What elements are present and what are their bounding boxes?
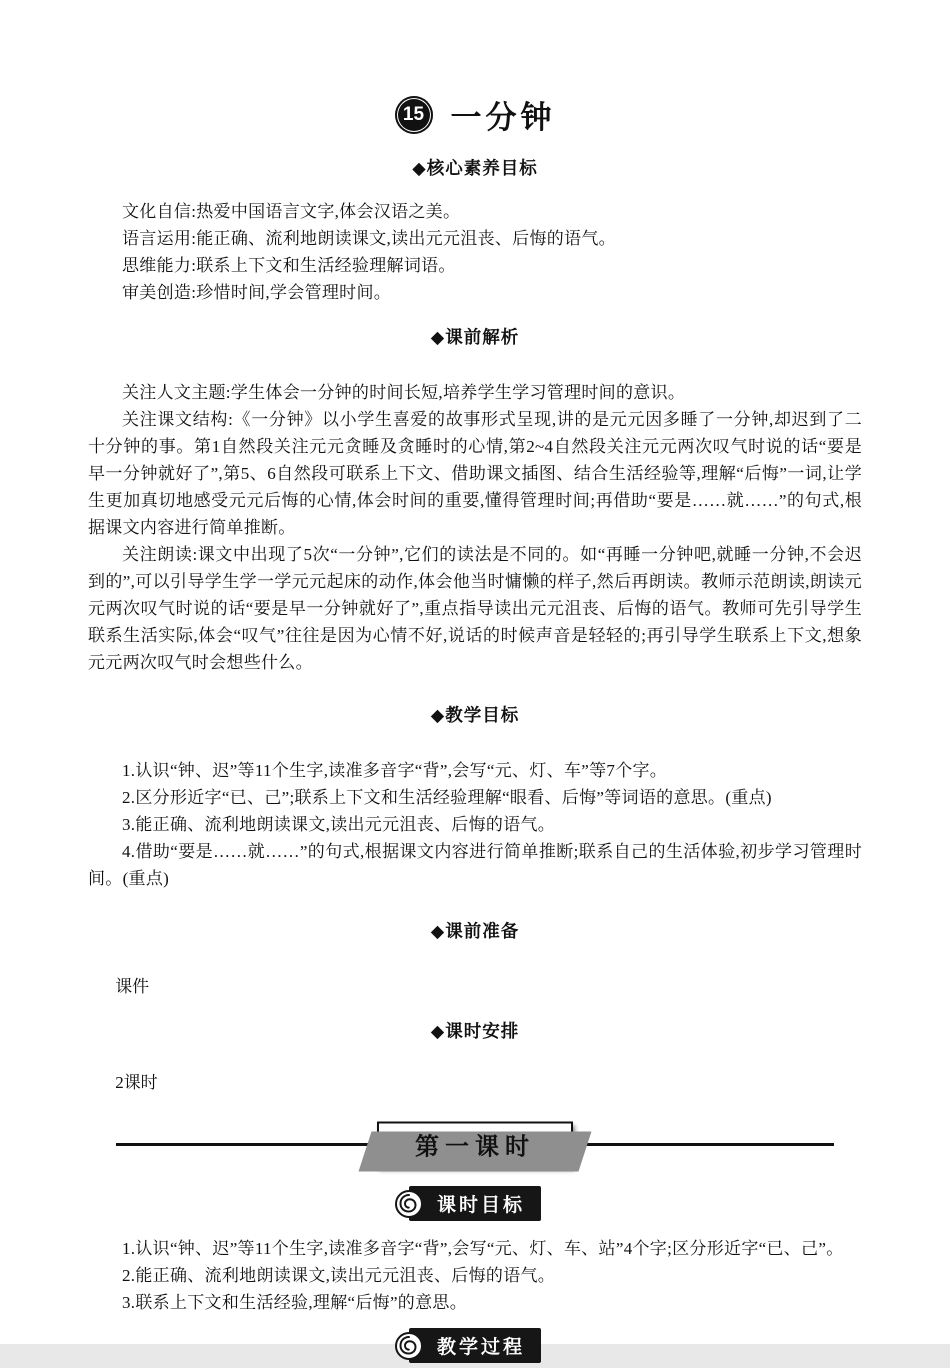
lesson-number-badge: 15 — [395, 96, 433, 134]
period-goals-badge-row — [88, 1186, 862, 1221]
preparation-content: 课件 — [115, 977, 150, 996]
paragraph: 关注人文主题:学生体会一分钟的时间长短,培养学生学习管理时间的意识。 — [122, 383, 686, 402]
list-item: 2.能正确、流利地朗读课文,读出元元沮丧、后悔的语气。 — [122, 1266, 556, 1285]
paragraph: 关注朗读:课文中出现了5次“一分钟”,它们的读法是不同的。如“再睡一分钟吧,就睡一分钟,不会迟到的”,可以引导学生学一学元元起床的动作,体会他当时慵懒的样子,然后再朗读。教师示范朗读,朗读元元两次叹气时说的话“要是早一分钟就好了”,重点指导读出元元沮丧、后悔的语气。教师可先引导学生联系生活实际,体会“叹气”往往是因为心情不好,说话的时候声音是轻轻的;再引导学生联系上下文,想象元元两次叹气时会想些什么。 — [88, 545, 862, 672]
core-goals-list — [88, 198, 862, 306]
period-goals-badge — [409, 1186, 541, 1221]
teaching-process-badge-row — [88, 1328, 862, 1363]
lesson-title: 一分钟 — [450, 100, 556, 135]
section-heading-core-goals: ◆核心素养目标 — [412, 158, 538, 178]
section-heading-teaching-goals: ◆教学目标 — [430, 705, 520, 725]
list-item: 3.能正确、流利地朗读课文,读出元元沮丧、后悔的语气。 — [122, 815, 556, 834]
schedule-content: 2课时 — [115, 1073, 158, 1092]
list-item: 3.联系上下文和生活经验,理解“后悔”的意思。 — [122, 1293, 467, 1312]
list-item: 思维能力:联系上下文和生活经验理解词语。 — [122, 256, 456, 275]
list-item: 文化自信:热爱中国语言文字,体会汉语之美。 — [122, 202, 461, 221]
list-item: 1.认识“钟、迟”等11个生字,读准多音字“背”,会写“元、灯、车”等7个字。 — [122, 761, 668, 780]
first-period-title: 第一课时 — [415, 1133, 535, 1161]
period-goals-list — [88, 1235, 862, 1316]
list-item: 语言运用:能正确、流利地朗读课文,读出元元沮丧、后悔的语气。 — [122, 229, 616, 248]
spiral-icon — [393, 1330, 425, 1362]
teaching-goals-list — [88, 757, 862, 892]
teaching-process-badge-label: 教学过程 — [436, 1337, 525, 1358]
list-item: 4.借助“要是……就……”的句式,根据课文内容进行简单推断;联系自己的生活体验,初步学习管理时间。(重点) — [88, 842, 862, 888]
list-item: 1.认识“钟、迟”等11个生字,读准多音字“背”,会写“元、灯、车、站”4个字;区分形近字“已、己”。 — [122, 1239, 844, 1258]
spiral-icon — [393, 1188, 425, 1220]
banner-ribbon — [377, 1122, 573, 1167]
section-heading-schedule: ◆课时安排 — [430, 1021, 520, 1041]
list-item: 2.区分形近字“已、己”;联系上下文和生活经验理解“眼看、后悔”等词语的意思。(重点) — [122, 788, 772, 807]
section-heading-pre-analysis: ◆课前解析 — [430, 327, 520, 347]
paragraph: 关注课文结构:《一分钟》以小学生喜爱的故事形式呈现,讲的是元元因多睡了一分钟,却迟到了二十分钟的事。第1自然段关注元元贪睡及贪睡时的心情,第2~4自然段关注元元两次叹气时说的话“要是早一分钟就好了”,第5、6自然段可联系上下文、借助课文插图、结合生活经验等,理解“后悔”一词,让学生更加真切地感受元元后悔的心情,体会时间的重要,懂得管理时间;再借助“要是……就……”的句式,根据课文内容进行简单推断。 — [88, 410, 862, 537]
period-goals-badge-label: 课时目标 — [436, 1195, 525, 1216]
lesson-title-row — [88, 92, 862, 137]
list-item: 审美创造:珍惜时间,学会管理时间。 — [122, 283, 392, 302]
teaching-process-badge — [409, 1328, 541, 1363]
section-heading-preparation: ◆课前准备 — [430, 921, 520, 941]
first-period-banner — [116, 1118, 834, 1170]
